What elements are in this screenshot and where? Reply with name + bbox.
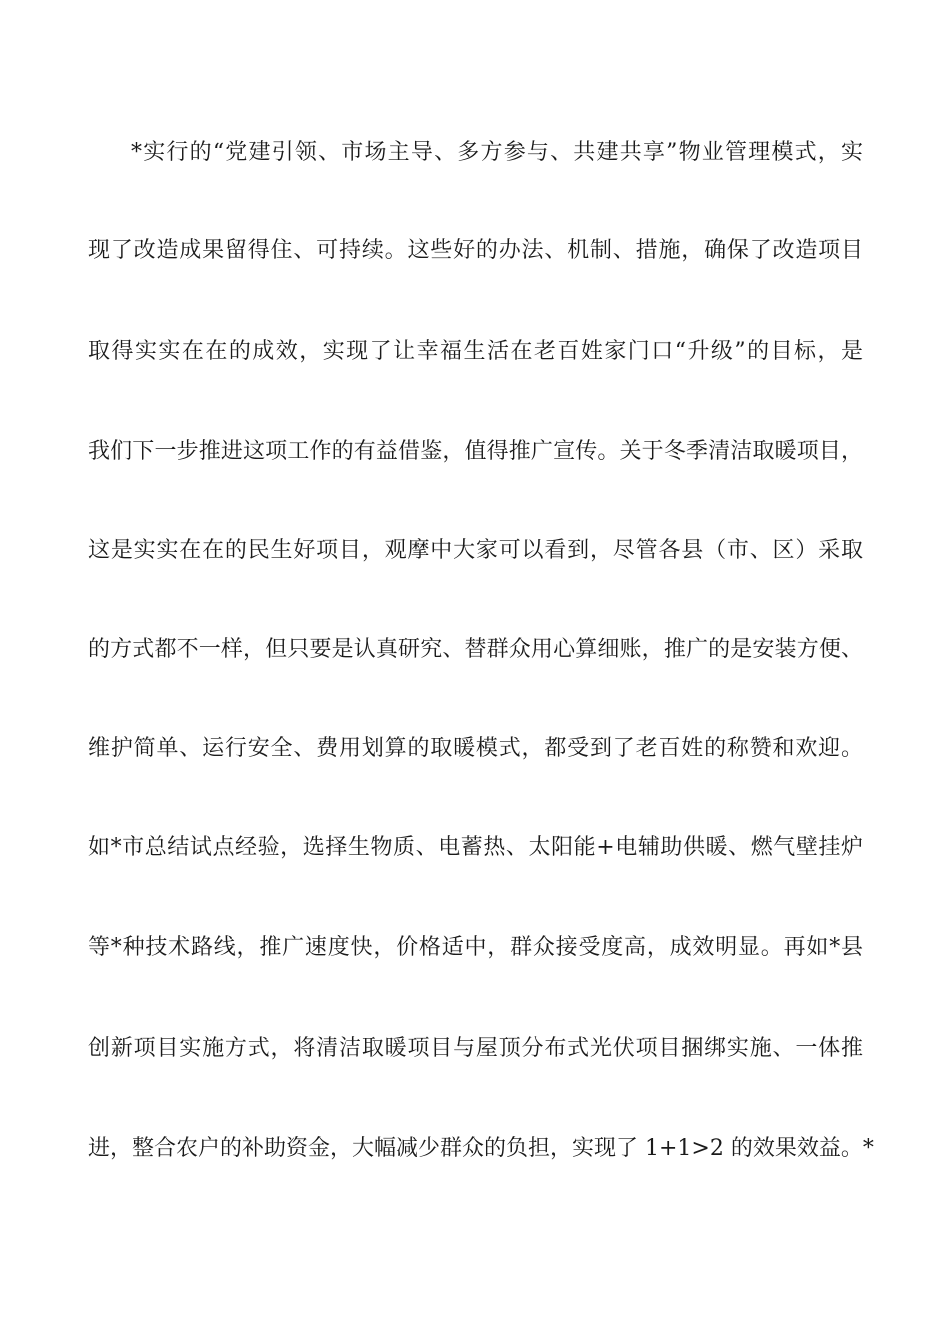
paragraph-line: *实行的“党建引领、市场主导、多方参与、共建共享”物业管理模式，实 bbox=[131, 140, 863, 165]
paragraph-line: 取得实实在在的成效，实现了让幸福生活在老百姓家门口“升级”的目标，是 bbox=[88, 339, 863, 364]
paragraph-line: 维护简单、运行安全、费用划算的取暖模式，都受到了老百姓的称赞和欢迎。 bbox=[88, 736, 863, 761]
paragraph-line: 现了改造成果留得住、可持续。这些好的办法、机制、措施，确保了改造项目 bbox=[88, 238, 863, 263]
paragraph-line: 这是实实在在的民生好项目，观摩中大家可以看到，尽管各县（市、区）采取 bbox=[88, 538, 863, 563]
paragraph-line: 如*市总结试点经验，选择生物质、电蓄热、太阳能+电辅助供暖、燃气壁挂炉 bbox=[88, 835, 863, 860]
paragraph-line: 我们下一步推进这项工作的有益借鉴，值得推广宣传。关于冬季清洁取暖项目， bbox=[88, 439, 863, 464]
paragraph-line: 创新项目实施方式，将清洁取暖项目与屋顶分布式光伏项目捆绑实施、一体推 bbox=[88, 1036, 863, 1061]
paragraph-line: 的方式都不一样，但只要是认真研究、替群众用心算细账，推广的是安装方便、 bbox=[88, 637, 863, 662]
paragraph-line: 等*种技术路线，推广速度快，价格适中，群众接受度高，成效明显。再如*县 bbox=[88, 935, 863, 960]
paragraph-line: 进，整合农户的补助资金，大幅减少群众的负担，实现了 1+1>2 的效果效益。* bbox=[88, 1136, 874, 1161]
